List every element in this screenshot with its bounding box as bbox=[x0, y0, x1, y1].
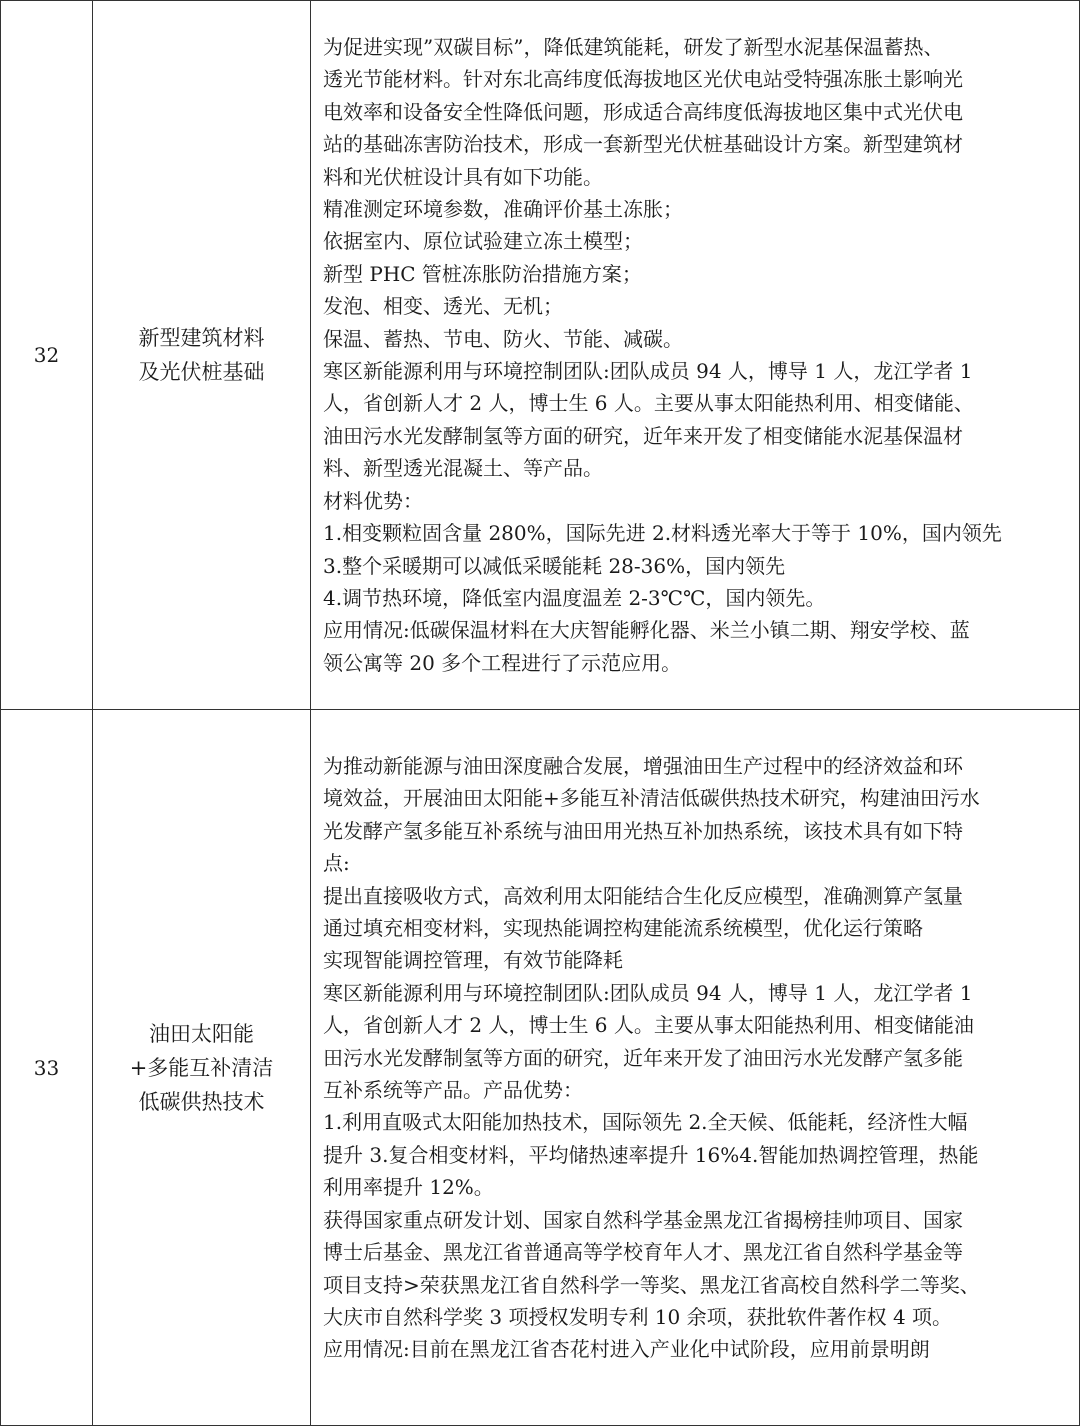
description-line: 保温、蓄热、节电、防火、节能、减碳。 bbox=[323, 326, 683, 351]
description-line: 油田污水光发酵制氢等方面的研究，近年来开发了相变储能水泥基保温材 bbox=[323, 423, 963, 448]
description-line: 人，省创新人才 2 人，博士生 6 人。主要从事太阳能热利用、相变储能、 bbox=[323, 391, 974, 416]
description-line: 通过填充相变材料，实现热能调控构建能流系统模型，优化运行策略 bbox=[323, 916, 923, 941]
description-line: 料和光伏桩设计具有如下功能。 bbox=[323, 164, 603, 189]
project-description bbox=[311, 1, 1080, 710]
description-line: 新型 PHC 管桩冻胀防治措施方案； bbox=[323, 261, 642, 286]
description-line: 利用率提升 12%。 bbox=[323, 1175, 494, 1200]
row-number: 33 bbox=[1, 710, 93, 1426]
description-line: 为推动新能源与油田深度融合发展，增强油田生产过程中的经济效益和环 bbox=[323, 754, 963, 778]
row-number: 32 bbox=[1, 1, 93, 710]
description-line: 互补系统等产品。产品优势： bbox=[323, 1078, 583, 1103]
description-line: 提出直接吸收方式，高效利用太阳能结合生化反应模型，准确测算产氢量 bbox=[323, 883, 963, 908]
description-line: 寒区新能源利用与环境控制团队:团队成员 94 人，博导 1 人，龙江学者 1 bbox=[323, 980, 973, 1005]
description-line: 博士后基金、黑龙江省普通高等学校育年人才、黑龙江省自然科学基金等 bbox=[323, 1240, 963, 1265]
description-line: 1.相变颗粒固含量 280%，国际先进 2.材料透光率大于等于 10%，国内领先 bbox=[323, 521, 1002, 546]
description-line: 发泡、相变、透光、无机； bbox=[323, 294, 563, 319]
description-line: 实现智能调控管理，有效节能降耗 bbox=[323, 948, 623, 973]
description-line: 精准测定环境参数，准确评价基土冻胀； bbox=[323, 197, 683, 222]
description-line: 获得国家重点研发计划、国家自然科学基金黑龙江省揭榜挂帅项目、国家 bbox=[323, 1207, 963, 1232]
description-line: 人，省创新人才 2 人，博士生 6 人。主要从事太阳能热利用、相变储能油 bbox=[323, 1013, 974, 1038]
table-row bbox=[1, 710, 1080, 1426]
description-line: 点: bbox=[323, 851, 350, 876]
description-line: 为促进实现”双碳目标”，降低建筑能耗，研发了新型水泥基保温蓄热、 bbox=[323, 35, 944, 59]
description-line: 提升 3.复合相变材料，平均储热速率提升 16%4.智能加热调控管理，热能 bbox=[323, 1142, 979, 1167]
description-line: 1.利用直吸式太阳能加热技术，国际领先 2.全天候、低能耗，经济性大幅 bbox=[323, 1110, 968, 1135]
description-line: 4.调节热环境，降低室内温度温差 2-3℃℃，国内领先。 bbox=[323, 585, 826, 610]
description-line: 3.整个采暖期可以减低采暖能耗 28-36%，国内领先 bbox=[323, 553, 786, 578]
table-row bbox=[1, 1, 1080, 710]
description-line: 寒区新能源利用与环境控制团队:团队成员 94 人，博导 1 人，龙江学者 1 bbox=[323, 359, 973, 384]
description-line: 应用情况:目前在黑龙江省杏花村进入产业化中试阶段，应用前景明朗 bbox=[323, 1337, 930, 1362]
description-line: 光发酵产氢多能互补系统与油田用光热互补加热系统，该技术具有如下特 bbox=[323, 818, 963, 843]
description-line: 材料优势： bbox=[323, 488, 423, 513]
description-line: 电效率和设备安全性降低问题，形成适合高纬度低海拔地区集中式光伏电 bbox=[323, 99, 963, 124]
project-name-cell bbox=[93, 1, 311, 710]
description-line: 站的基础冻害防治技术，形成一套新型光伏桩基础设计方案。新型建筑材 bbox=[323, 132, 963, 157]
project-description bbox=[311, 710, 1080, 1426]
description-line: 应用情况:低碳保温材料在大庆智能孵化器、米兰小镇二期、翔安学校、蓝 bbox=[323, 618, 970, 643]
description-line: 领公寓等 20 多个工程进行了示范应用。 bbox=[323, 650, 682, 675]
description-line: 透光节能材料。针对东北高纬度低海拔地区光伏电站受特强冻胀土影响光 bbox=[323, 67, 963, 92]
description-line: 大庆市自然科学奖 3 项授权发明专利 10 余项，获批软件著作权 4 项。 bbox=[323, 1304, 953, 1329]
project-name-line: 新型建筑材料 bbox=[138, 326, 265, 350]
project-name-line: 油田太阳能 bbox=[149, 1021, 254, 1046]
project-name-line: 及光伏桩基础 bbox=[138, 360, 265, 384]
description-line: 项目支持>荣获黑龙江省自然科学一等奖、黑龙江省高校自然科学二等奖、 bbox=[323, 1272, 980, 1297]
description-line: 境效益，开展油田太阳能+多能互补清洁低碳供热技术研究，构建油田污水 bbox=[323, 786, 980, 811]
project-name-line: +多能互补清洁 bbox=[129, 1055, 274, 1080]
project-name-cell bbox=[93, 710, 311, 1426]
description-line: 依据室内、原位试验建立冻土模型； bbox=[323, 229, 643, 254]
description-line: 田污水光发酵制氢等方面的研究，近年来开发了油田污水光发酵产氢多能 bbox=[323, 1045, 963, 1070]
description-line: 料、新型透光混凝土、等产品。 bbox=[323, 456, 603, 481]
project-name-line: 低碳供热技术 bbox=[138, 1089, 265, 1114]
